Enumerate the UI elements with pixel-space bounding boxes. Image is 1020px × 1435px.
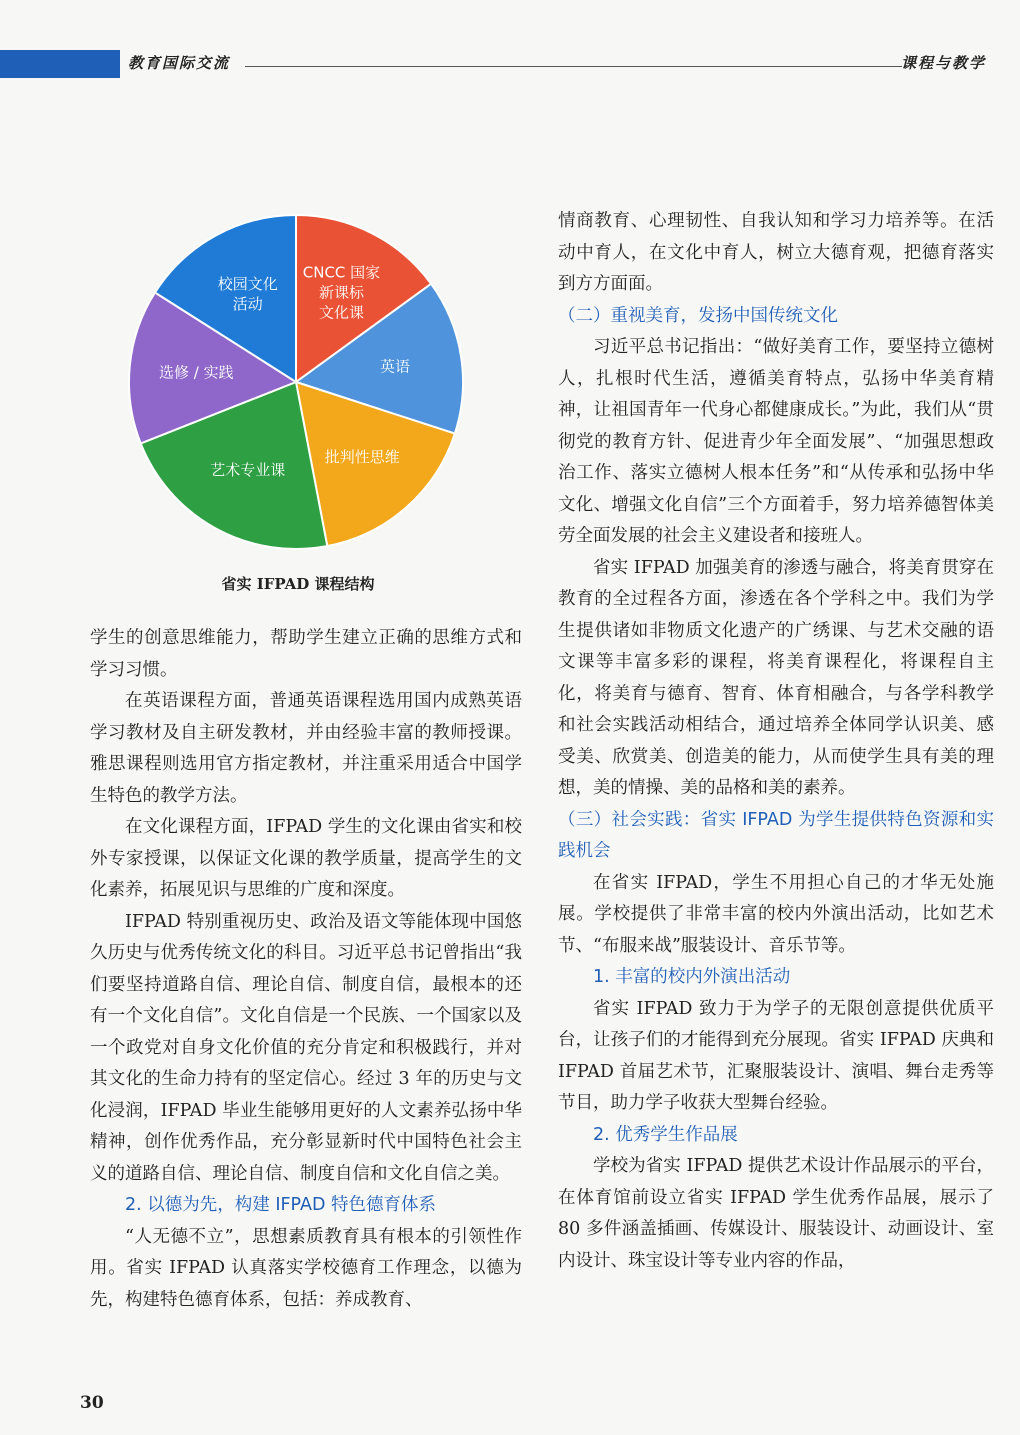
- section-heading: （三）社会实践：省实 IFPAD 为学生提供特色资源和实践机会: [558, 809, 994, 861]
- slice-label: CNCC 国家新课标文化课: [302, 263, 381, 322]
- journal-title: 教育国际交流: [128, 54, 231, 72]
- paragraph: 学生的创意思维能力，帮助学生建立正确的思维方式和学习习惯。: [90, 628, 522, 680]
- right-column: [558, 206, 994, 1277]
- paragraph: 学校为省实 IFPAD 提供艺术设计作品展示的平台，在体育馆前设立省实 IFPAD 学生优秀作品展，展示了 80 多件涵盖插画、传媒设计、服装设计、动画设计、室内设计、珠宝设计等专业内容的作品，: [558, 1156, 994, 1271]
- pie-chart-svg: [108, 205, 488, 565]
- paragraph: 省实 IFPAD 加强美育的渗透与融合，将美育贯穿在教育的全过程各方面，渗透在各个学科之中。我们为学生提供诸如非物质文化遗产的广绣课、与艺术交融的语文课等丰富多彩的课程，将美育课程化，将课程自主化，将美育与德育、智育、体育相融合，与各学科教学和社会实践活动相结合，通过培养全体同学认识美、感受美、欣赏美、创造美的能力，从而使学生具有美的理想，美的情操、美的品格和美的素养。: [558, 557, 994, 798]
- paragraph: IFPAD 特别重视历史、政治及语文等能体现中国悠久历史与优秀传统文化的科目。习近平总书记曾指出“我们要坚持道路自信、理论自信、制度自信，最根本的还有一个文化自信”。文化自信是一个民族、一个国家以及一个政党对自身文化价值的充分肯定和积极践行，并对其文化的生命力持有的坚定信心。经过 3 年的历史与文化浸润，IFPAD 毕业生能够用更好的人文素养弘扬中华精神，创作优秀作品，充分彰显新时代中国特色社会主义的道路自信、理论自信、制度自信和文化自信之美。: [90, 911, 522, 1184]
- slice-label: 艺术专业课: [210, 460, 286, 479]
- slice-label: 选修 / 实践: [158, 363, 234, 382]
- header-rule: [245, 66, 902, 67]
- section-heading: （二）重视美育，发扬中国传统文化: [558, 305, 838, 326]
- subsection-heading: 2. 优秀学生作品展: [593, 1124, 738, 1145]
- paragraph: “人无德不立”，思想素质教育具有根本的引领性作用。省实 IFPAD 认真落实学校德育工作理念，以德为先，构建特色德育体系，包括：养成教育、: [90, 1226, 522, 1310]
- subsection-heading: 2. 以德为先，构建 IFPAD 特色德育体系: [125, 1195, 436, 1215]
- chart-caption: 省实 IFPAD 课程结构: [221, 575, 375, 593]
- slice-label: 校园文化活动: [217, 275, 278, 314]
- left-column: [90, 623, 522, 1316]
- slice-label: 英语: [379, 357, 410, 376]
- section-title: 课程与教学: [900, 54, 986, 72]
- subsection-heading: 1. 丰富的校内外演出活动: [593, 967, 791, 987]
- page-number: 30: [80, 1393, 104, 1413]
- course-structure-chart: [108, 205, 488, 605]
- paragraph: 在省实 IFPAD，学生不用担心自己的才华无处施展。学校提供了非常丰富的校内外演出活动，比如艺术节、“布服来战”服装设计、音乐节等。: [558, 872, 994, 956]
- paragraph: 在英语课程方面，普通英语课程选用国内成熟英语学习教材及自主研发教材，并由经验丰富的教师授课。雅思课程则选用官方指定教材，并注重采用适合中国学生特色的教学方法。: [90, 691, 522, 806]
- header-accent-bar: [0, 50, 120, 78]
- paragraph: 省实 IFPAD 致力于为学子的无限创意提供优质平台，让孩子们的才能得到充分展现。省实 IFPAD 庆典和 IFPAD 首届艺术节，汇聚服装设计、演唱、舞台走秀等节目，助力学子收获大型舞台经验。: [558, 998, 994, 1113]
- paragraph: 在文化课程方面，IFPAD 学生的文化课由省实和校外专家授课，以保证文化课的教学质量，提高学生的文化素养，拓展见识与思维的广度和深度。: [90, 817, 522, 900]
- paragraph: 习近平总书记指出：“做好美育工作，要坚持立德树人，扎根时代生活，遵循美育特点，弘扬中华美育精神，让祖国青年一代身心都健康成长。”为此，我们从“贯彻党的教育方针、促进青少年全面发展”、“加强思想政治工作、落实立德树人根本任务”和“从传承和弘扬中华文化、增强文化自信”三个方面着手，努力培养德智体美劳全面发展的社会主义建设者和接班人。: [558, 337, 994, 546]
- slice-label: 批判性思维: [324, 448, 400, 467]
- paragraph: 情商教育、心理韧性、自我认知和学习力培养等。在活动中育人，在文化中育人，树立大德育观，把德育落实到方方面面。: [558, 211, 994, 294]
